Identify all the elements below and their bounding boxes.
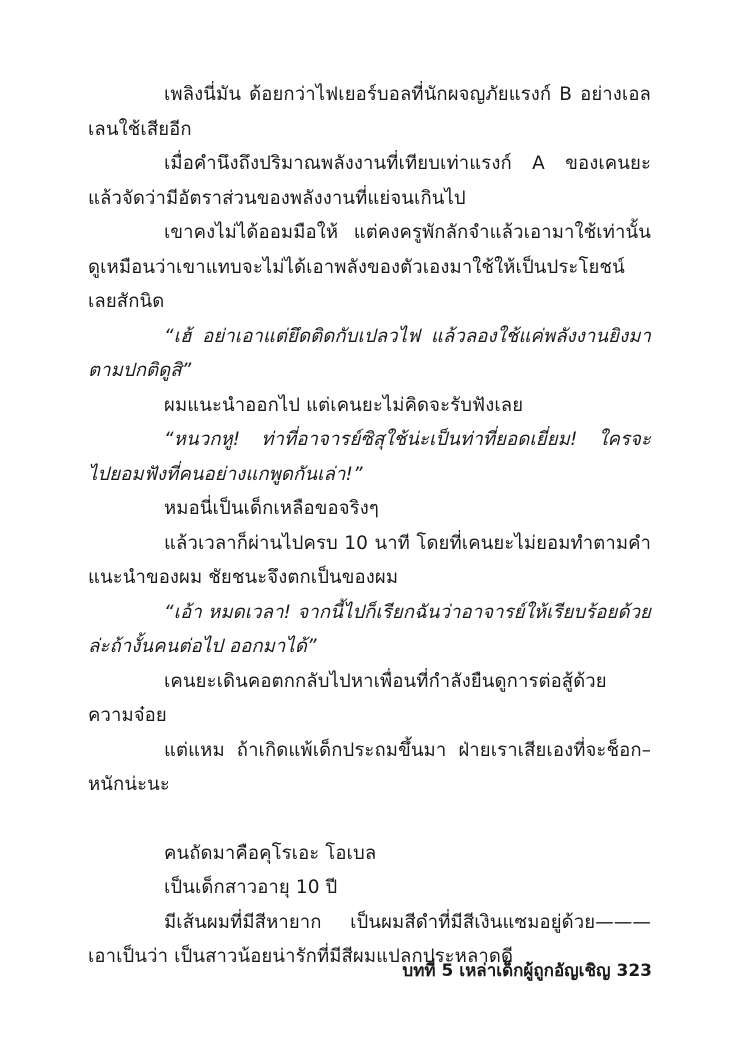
page-body [88,78,651,975]
paragraph: เพลิงนี่มัน ด้อยกว่าไฟเยอร์บอลที่นักผจญภัยแรงก์ B อย่างเอลเลนใช้เสียอีก [88,84,651,140]
paragraph: หมอนี่เป็นเด็กเหลือขอจริงๆ [164,498,379,519]
paragraph: แต่แหม ถ้าเกิดแพ้เด็กประถมขึ้นมา ฝ่ายเราเสียเองที่จะช็อก–หนักน่ะนะ [88,739,651,795]
page-number: 323 [616,961,652,981]
paragraph: เป็นเด็กสาวอายุ 10 ปี [164,877,338,898]
page-footer [396,959,652,983]
paragraph: เขาคงไม่ได้ออมมือให้ แต่คงครูพักลักจำแล้วเอามาใช้เท่านั้นดูเหมือนว่าเขาแทบจะไม่ได้เอาพลังของตัวเองมาใช้ให้เป็นประโยชน์เลยสักนิด [88,222,651,312]
chapter-title: บทที่ 5 เหล่าเด็กผู้ถูกอัญเชิญ [402,961,611,981]
paragraph: แล้วเวลาก็ผ่านไปครบ 10 นาที โดยที่เคนยะไม่ยอมทำตามคำแนะนำของผม ชัยชนะจึงตกเป็นของผม [88,532,651,588]
paragraph: มีเส้นผมที่มีสีหายาก เป็นผมสีดำที่มีสีเงินแซมอยู่ด้วย———เอาเป็นว่า เป็นสาวน้อยน่ารักที่มีสีผมแปลกประหลาดดี [88,911,651,967]
paragraph: เมื่อคำนึงถึงปริมาณพลังงานที่เทียบเท่าแรงก์ A ของเคนยะแล้วจัดว่ามีอัตราส่วนของพลังงานที่แย่จนเกินไป [88,153,651,209]
paragraph: คนถัดมาคือคุโรเอะ โอเบล [164,842,377,864]
paragraph: ผมแนะนำออกไป แต่เคนยะไม่คิดจะรับฟังเลย [164,394,524,416]
dialog-paragraph: “เอ้า หมดเวลา! จากนี้ไปก็เรียกฉันว่าอาจารย์ให้เรียบร้อยด้วยล่ะถ้างั้นคนต่อไป ออกมาได้” [88,601,651,657]
dialog-paragraph: “หนวกหู! ท่าที่อาจารย์ซิสุใช้น่ะเป็นท่าที่ยอดเยี่ยม! ใครจะไปยอมฟังที่คนอย่างแกพูดกันเล่า!” [88,429,651,485]
dialog-paragraph: “เฮ้ อย่าเอาแต่ยึดติดกับเปลวไฟ แล้วลองใช้แค่พลังงานยิงมาตามปกติดูสิ” [88,325,651,381]
paragraph: เคนยะเดินคอตกกลับไปหาเพื่อนที่กำลังยืนดูการต่อสู้ด้วยความจ๋อย [88,670,607,726]
